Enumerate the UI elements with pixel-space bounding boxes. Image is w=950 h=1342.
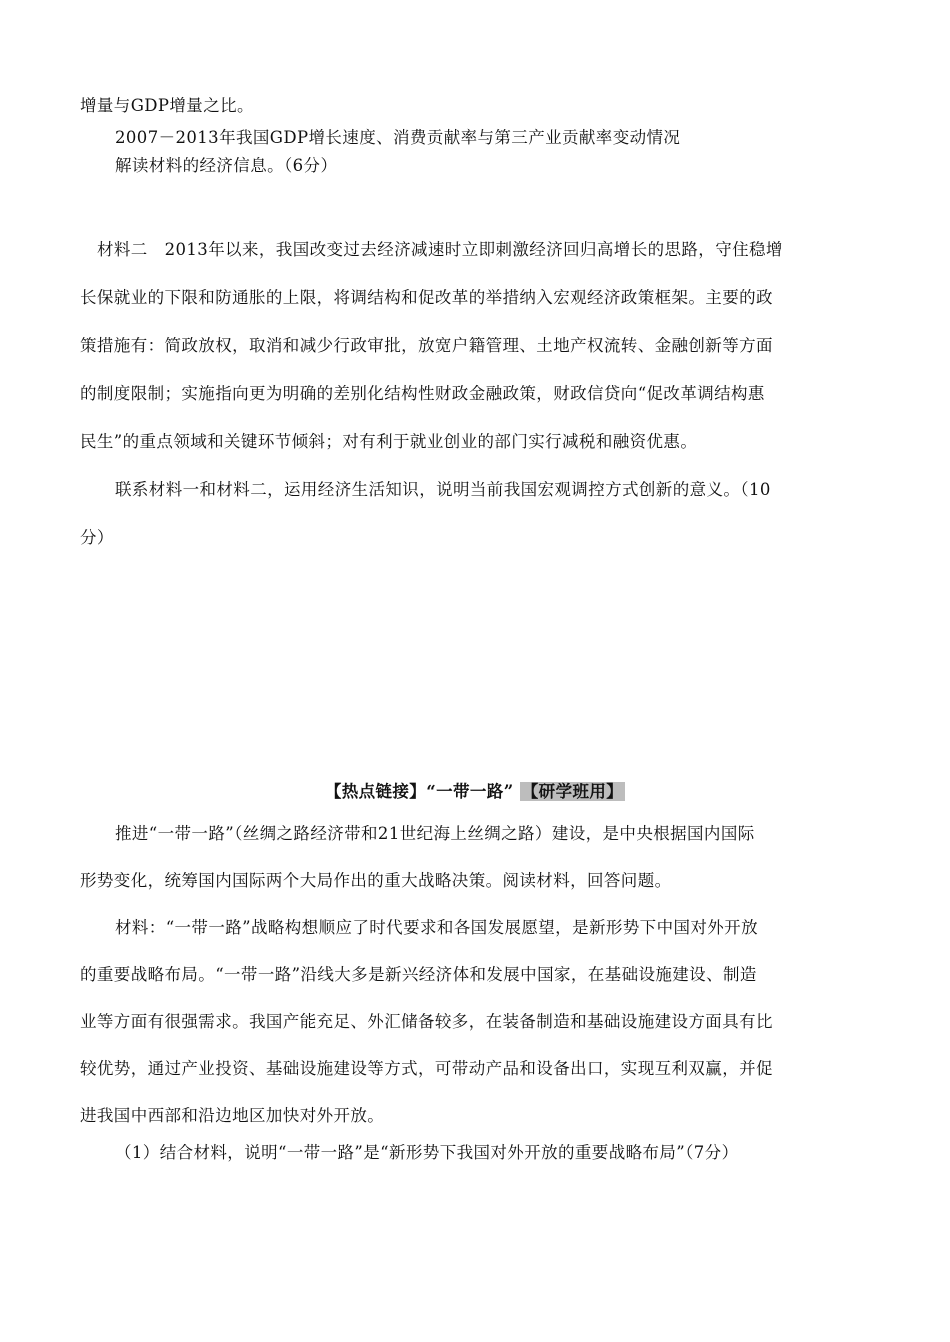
material2-line-5: 民生”的重点领域和关键环节倾斜；对有利于就业创业的部门实行减税和融资优惠。 bbox=[80, 432, 698, 451]
material2-line-2: 长保就业的下限和防通胀的上限，将调结构和促改革的举措纳入宏观经济政策框架。主要的政 bbox=[80, 288, 773, 307]
material-line-3: 业等方面有很强需求。我国产能充足、外汇储备较多，在装备制造和基础设施建设方面具有比 bbox=[80, 1012, 773, 1031]
section-title bbox=[0, 778, 950, 802]
material-line-5: 进我国中西部和沿边地区加快对外开放。 bbox=[80, 1106, 385, 1125]
material-line-4: 较优势，通过产业投资、基础设施建设等方式，可带动产品和设备出口，实现互利双赢，并促 bbox=[80, 1059, 773, 1078]
material2-line-1: 材料二 2013年以来，我国改变过去经济减速时立即刺激经济回归高增长的思路，守住稳增 bbox=[97, 240, 783, 259]
question-1: （1）结合材料，说明“一带一路”是“新形势下我国对外开放的重要战略布局”（7分） bbox=[115, 1143, 739, 1162]
intro-line-1: 推进“一带一路”（丝绸之路经济带和21世纪海上丝绸之路）建设，是中央根据国内国际 bbox=[115, 824, 755, 843]
material2-line-4: 的制度限制；实施指向更为明确的差别化结构性财政金融政策，财政信贷向“促改革调结构惠 bbox=[80, 384, 765, 403]
question-line: 解读材料的经济信息。（6分） bbox=[115, 156, 338, 175]
material2-line-3: 策措施有：简政放权，取消和减少行政审批，放宽户籍管理、土地产权流转、金融创新等方面 bbox=[80, 336, 773, 355]
text-line-ratio: 增量与GDP增量之比。 bbox=[80, 96, 254, 115]
material-line-2: 的重要战略布局。“一带一路”沿线大多是新兴经济体和发展中国家，在基础设施建设、制造 bbox=[80, 965, 757, 984]
material2-question-line-1: 联系材料一和材料二，运用经济生活知识，说明当前我国宏观调控方式创新的意义。（10 bbox=[115, 480, 771, 499]
section-title-tag: 【研学班用】 bbox=[521, 782, 624, 801]
chart-caption: 2007－2013年我国GDP增长速度、消费贡献率与第三产业贡献率变动情况 bbox=[115, 128, 681, 147]
intro-line-2: 形势变化，统筹国内国际两个大局作出的重大战略决策。阅读材料，回答问题。 bbox=[80, 871, 672, 890]
material2-question-line-2: 分） bbox=[80, 528, 114, 547]
material-line-1: 材料：“一带一路”战略构想顺应了时代要求和各国发展愿望，是新形势下中国对外开放 bbox=[115, 918, 758, 937]
section-title-main: 【热点链接】“一带一路” bbox=[324, 782, 514, 801]
